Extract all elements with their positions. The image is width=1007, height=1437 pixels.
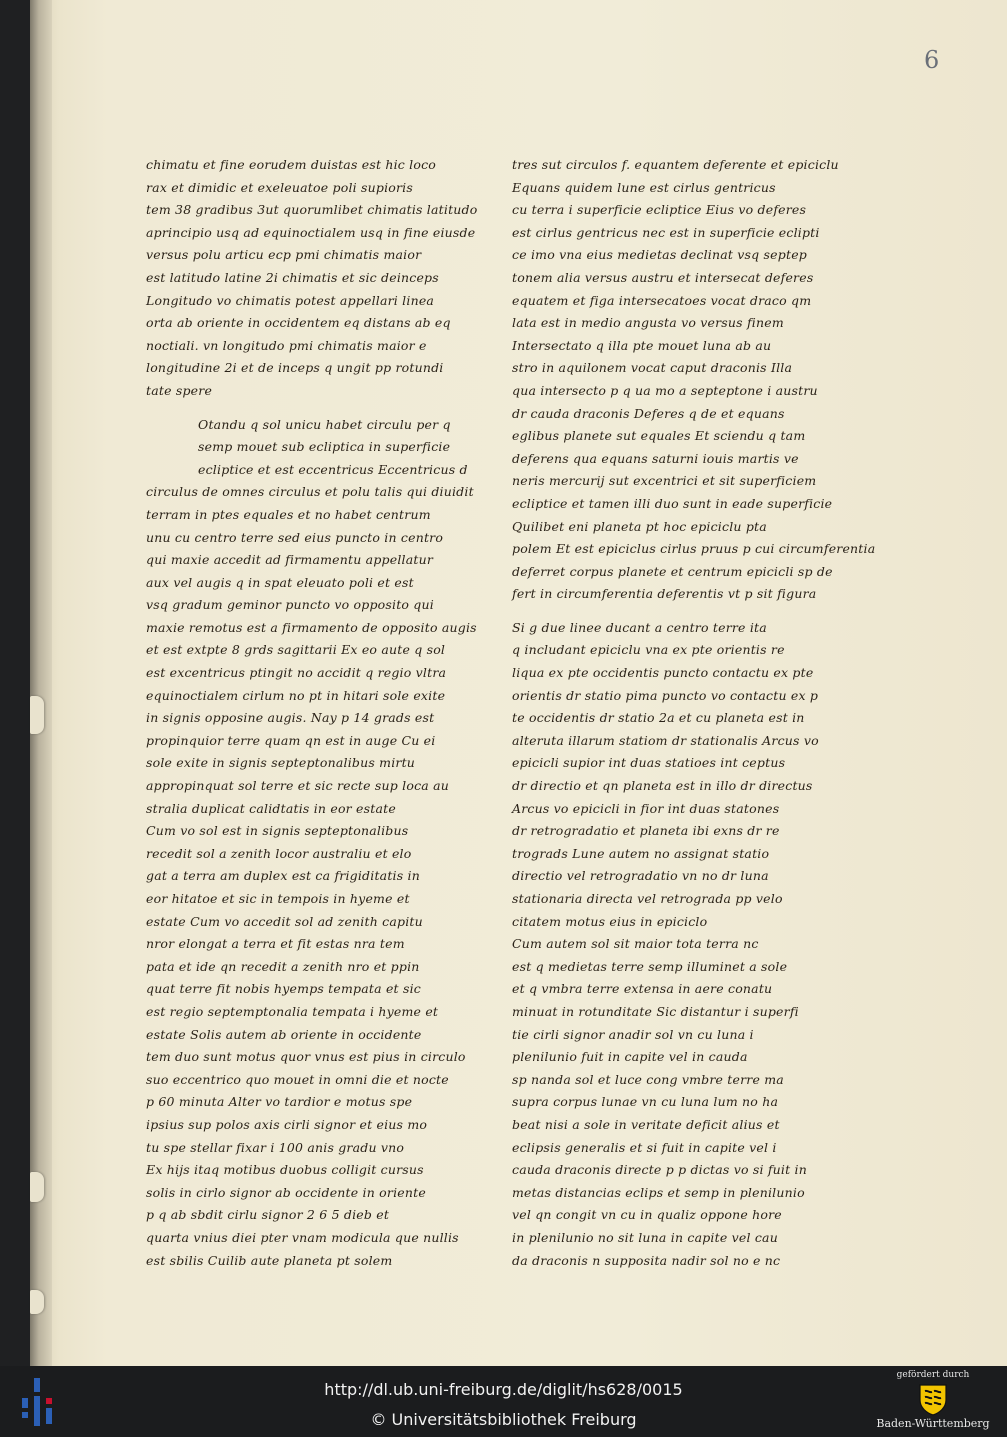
manuscript-line: tonem alia versus austru et intersecat deferes [512, 269, 814, 285]
page-tear-mark [30, 696, 44, 734]
manuscript-line: est cirlus gentricus nec est in superficie eclipti [512, 224, 820, 240]
manuscript-line: metas distancias eclips et semp in plenilunio [512, 1184, 805, 1200]
manuscript-line: Si g due linee ducant a centro terre ita [512, 619, 767, 635]
manuscript-line: Cum vo sol est in signis septeptonalibus [146, 823, 409, 839]
left-text-column [146, 154, 478, 1272]
manuscript-line: ecliptice et tamen illi duo sunt in eade superficie [512, 495, 833, 511]
manuscript-line: lata est in medio angusta vo versus finem [512, 315, 784, 331]
right-text-column [512, 154, 876, 1272]
folio-number: 6 [924, 46, 940, 74]
manuscript-line: ce imo vna eius medietas declinat vsq septep [512, 247, 807, 263]
manuscript-line: ecliptice et est eccentricus Eccentricus d [198, 461, 468, 477]
manuscript-line: quarta vnius diei pter vnam modicula que nullis [146, 1229, 459, 1245]
manuscript-line: dr cauda draconis Deferes q de et equans [512, 405, 785, 421]
manuscript-line: sole exite in signis septeptonalibus mirtu [146, 755, 416, 771]
manuscript-line [146, 403, 441, 414]
manuscript-line: versus polu articu ecp pmi chimatis maior [146, 247, 422, 263]
manuscript-line: Ex hijs itaq motibus duobus colligit cursus [146, 1162, 424, 1178]
page-tear-mark [30, 1172, 44, 1202]
manuscript-line: aprincipio usq ad equinoctialem usq in fine eiusde [146, 224, 476, 240]
sponsor-state-name: Baden-Württemberg [876, 1417, 990, 1430]
manuscript-line: recedit sol a zenith locor australiu et elo [146, 845, 412, 861]
manuscript-line: appropinquat sol terre et sic recte sup loca au [146, 778, 450, 794]
manuscript-line: noctiali. vn longitudo pmi chimatis maior e [146, 337, 427, 353]
manuscript-line: tres sut circulos f. equantem deferente et epiciclu [512, 157, 839, 172]
manuscript-line: gat a terra am duplex est ca frigiditatis in [146, 868, 420, 884]
manuscript-line: maxie remotus est a firmamento de opposito augis [146, 619, 477, 635]
page-tear-mark [30, 1290, 44, 1314]
manuscript-line: p q ab sbdit cirlu signor 2 6 5 dieb et [146, 1207, 390, 1223]
manuscript-line: propinquior terre quam qn est in auge Cu ei [146, 732, 436, 748]
manuscript-line: tate spere [146, 382, 213, 398]
manuscript-line: da draconis n supposita nadir sol no e nc [512, 1252, 781, 1268]
manuscript-line: tem duo sunt motus quor vnus est pius in circulo [146, 1049, 466, 1065]
manuscript-line: Equans quidem lune est cirlus gentricus [512, 179, 776, 195]
manuscript-line: rax et dimidic et exeleuatoe poli supioris [146, 179, 413, 195]
footer-bar [0, 1366, 1007, 1437]
manuscript-line: vel qn congit vn cu in qualiz oppone hore [512, 1207, 782, 1223]
manuscript-line [512, 606, 830, 617]
manuscript-line: supra corpus lunae vn cu luna lum no ha [512, 1094, 779, 1110]
manuscript-line: orientis dr statio pima puncto vo contactu ex p [512, 687, 819, 703]
manuscript-line: stralia duplicat calidtatis in eor estate [146, 800, 396, 816]
manuscript-line: beat nisi a sole in veritate deficit alius et [512, 1116, 780, 1132]
manuscript-line: qua intersecto p q ua mo a septeptone i austru [512, 382, 818, 398]
manuscript-line: q includant epiciclu vna ex pte orientis re [512, 642, 785, 658]
manuscript-line: citatem motus eius in epiciclo [512, 913, 708, 929]
manuscript-line: quat terre fit nobis hyemps tempata et sic [146, 981, 421, 997]
manuscript-line: ipsius sup polos axis cirli signor et eius mo [146, 1116, 428, 1132]
manuscript-line: est q medietas terre semp illuminet a sole [512, 958, 788, 974]
manuscript-line: deferens qua equans saturni iouis martis ve [512, 450, 799, 466]
manuscript-line: Quilibet eni planeta pt hoc epiciclu pta [512, 518, 767, 534]
manuscript-line: sp nanda sol et luce cong vmbre terre ma [512, 1071, 784, 1087]
manuscript-line: eclipsis generalis et si fuit in capite vel i [512, 1139, 777, 1155]
manuscript-line: longitudine 2i et de inceps q ungit pp rotundi [146, 360, 444, 376]
manuscript-line: liqua ex pte occidentis puncto contactu ex pte [512, 665, 814, 681]
manuscript-line: equinoctialem cirlum no pt in hitari sole exite [146, 687, 446, 703]
manuscript-line: cu terra i superficie ecliptice Eius vo deferes [512, 202, 807, 218]
manuscript-line: plenilunio fuit in capite vel in cauda [512, 1049, 748, 1065]
manuscript-line: tu spe stellar fixar i 100 anis gradu vno [146, 1139, 405, 1155]
manuscript-line: nror elongat a terra et fit estas nra tem [146, 936, 405, 952]
manuscript-line: deferret corpus planete et centrum epicicli sp de [512, 563, 833, 579]
manuscript-line: stro in aquilonem vocat caput draconis Illa [512, 360, 793, 376]
sponsor-badge[interactable] [874, 1370, 992, 1432]
manuscript-line: p 60 minuta Alter vo tardior e motus spe [146, 1094, 413, 1110]
manuscript-line: est latitudo latine 2i chimatis et sic deinceps [146, 269, 439, 285]
manuscript-line: tie cirli signor anadir sol vn cu luna i [512, 1026, 754, 1042]
manuscript-line: est sbilis Cuilib aute planeta pt solem [146, 1252, 393, 1268]
manuscript-line: epicicli supior int duas statioes int ceptus [512, 755, 786, 771]
copyright-notice: © Universitätsbibliothek Freiburg [370, 1410, 637, 1429]
manuscript-line: aux vel augis q in spat eleuato poli et est [146, 574, 414, 590]
manuscript-line: cauda draconis directe p p dictas vo si fuit in [512, 1162, 807, 1178]
manuscript-line: estate Cum vo accedit sol ad zenith capitu [146, 913, 423, 929]
binding-gutter [30, 0, 52, 1366]
manuscript-line: solis in cirlo signor ab occidente in oriente [146, 1184, 426, 1200]
manuscript-line: polem Et est epiciclus cirlus pruus p cui circumferentia [512, 541, 876, 557]
manuscript-line: vsq gradum geminor puncto vo opposito qui [146, 597, 434, 613]
manuscript-line: in signis opposine augis. Nay p 14 grads est [146, 710, 435, 726]
manuscript-line: eor hitatoe et sic in tempois in hyeme et [146, 891, 410, 906]
manuscript-line: equatem et figa intersecatoes vocat draco qm [512, 292, 812, 308]
manuscript-line: et est extpte 8 grds sagittarii Ex eo aute q sol [146, 642, 446, 658]
manuscript-line: Otandu q sol unicu habet circulu per q [198, 416, 451, 432]
manuscript-line: semp mouet sub ecliptica in superficie [198, 439, 451, 455]
manuscript-line: orta ab oriente in occidentem eq distans ab eq [146, 315, 451, 331]
manuscript-line: fert in circumferentia deferentis vt p sit figura [512, 586, 817, 602]
manuscript-line: unu cu centro terre sed eius puncto in centro [146, 529, 444, 545]
manuscript-line: dr directio et qn planeta est in illo dr directus [512, 778, 813, 794]
manuscript-line: terram in ptes equales et no habet centrum [146, 506, 431, 522]
manuscript-line: alteruta illarum statiom dr stationalis Arcus vo [512, 732, 819, 748]
manuscript-line: suo eccentrico quo mouet in omni die et nocte [146, 1071, 449, 1087]
manuscript-line: te occidentis dr statio 2a et cu planeta est in [512, 710, 805, 726]
manuscript-line: neris mercurij sut excentrici et sit superficiem [512, 473, 817, 489]
manuscript-line: estate Solis autem ab oriente in occidente [146, 1026, 422, 1042]
manuscript-line: Arcus vo epicicli in fior int duas statones [512, 800, 780, 816]
manuscript-line: et q vmbra terre extensa in aere conatu [512, 981, 773, 997]
manuscript-line: est regio septemptonalia tempata i hyeme et [146, 1003, 439, 1019]
manuscript-line: pata et ide qn recedit a zenith nro et ppin [146, 958, 420, 974]
manuscript-line: eglibus planete sut equales Et sciendu q tam [512, 428, 806, 444]
manuscript-line: Cum autem sol sit maior tota terra nc [512, 936, 759, 952]
manuscript-line: trograds Lune autem no assignat statio [512, 845, 770, 861]
sponsor-label: gefördert durch [896, 1370, 970, 1380]
manuscript-line: chimatu et fine eorudem duistas est hic loco [146, 157, 437, 172]
manuscript-line: in plenilunio no sit luna in capite vel cau [512, 1229, 778, 1245]
manuscript-line: Longitudo vo chimatis potest appellari linea [146, 292, 435, 308]
manuscript-line: minuat in rotunditate Sic distantur i superfi [512, 1003, 799, 1019]
manuscript-line: circulus de omnes circulus et polu talis qui diuidit [146, 484, 474, 500]
manuscript-line: Intersectato q illa pte mouet luna ab au [512, 337, 772, 353]
manuscript-line: stationaria directa vel retrograda pp velo [512, 891, 783, 906]
manuscript-line: qui maxie accedit ad firmamentu appellatur [146, 552, 434, 568]
manuscript-line: dr retrogradatio et planeta ibi exns dr re [512, 823, 780, 839]
baden-wuerttemberg-crest-icon [916, 1382, 950, 1416]
manuscript-line: est excentricus ptingit no accidit q regio vltra [146, 665, 447, 681]
document-url-link[interactable]: http://dl.ub.uni-freiburg.de/diglit/hs628/0015 [324, 1380, 683, 1399]
manuscript-line: directio vel retrogradatio vn no dr luna [512, 868, 769, 884]
manuscript-line: tem 38 gradibus 3ut quorumlibet chimatis latitudo [146, 202, 478, 218]
